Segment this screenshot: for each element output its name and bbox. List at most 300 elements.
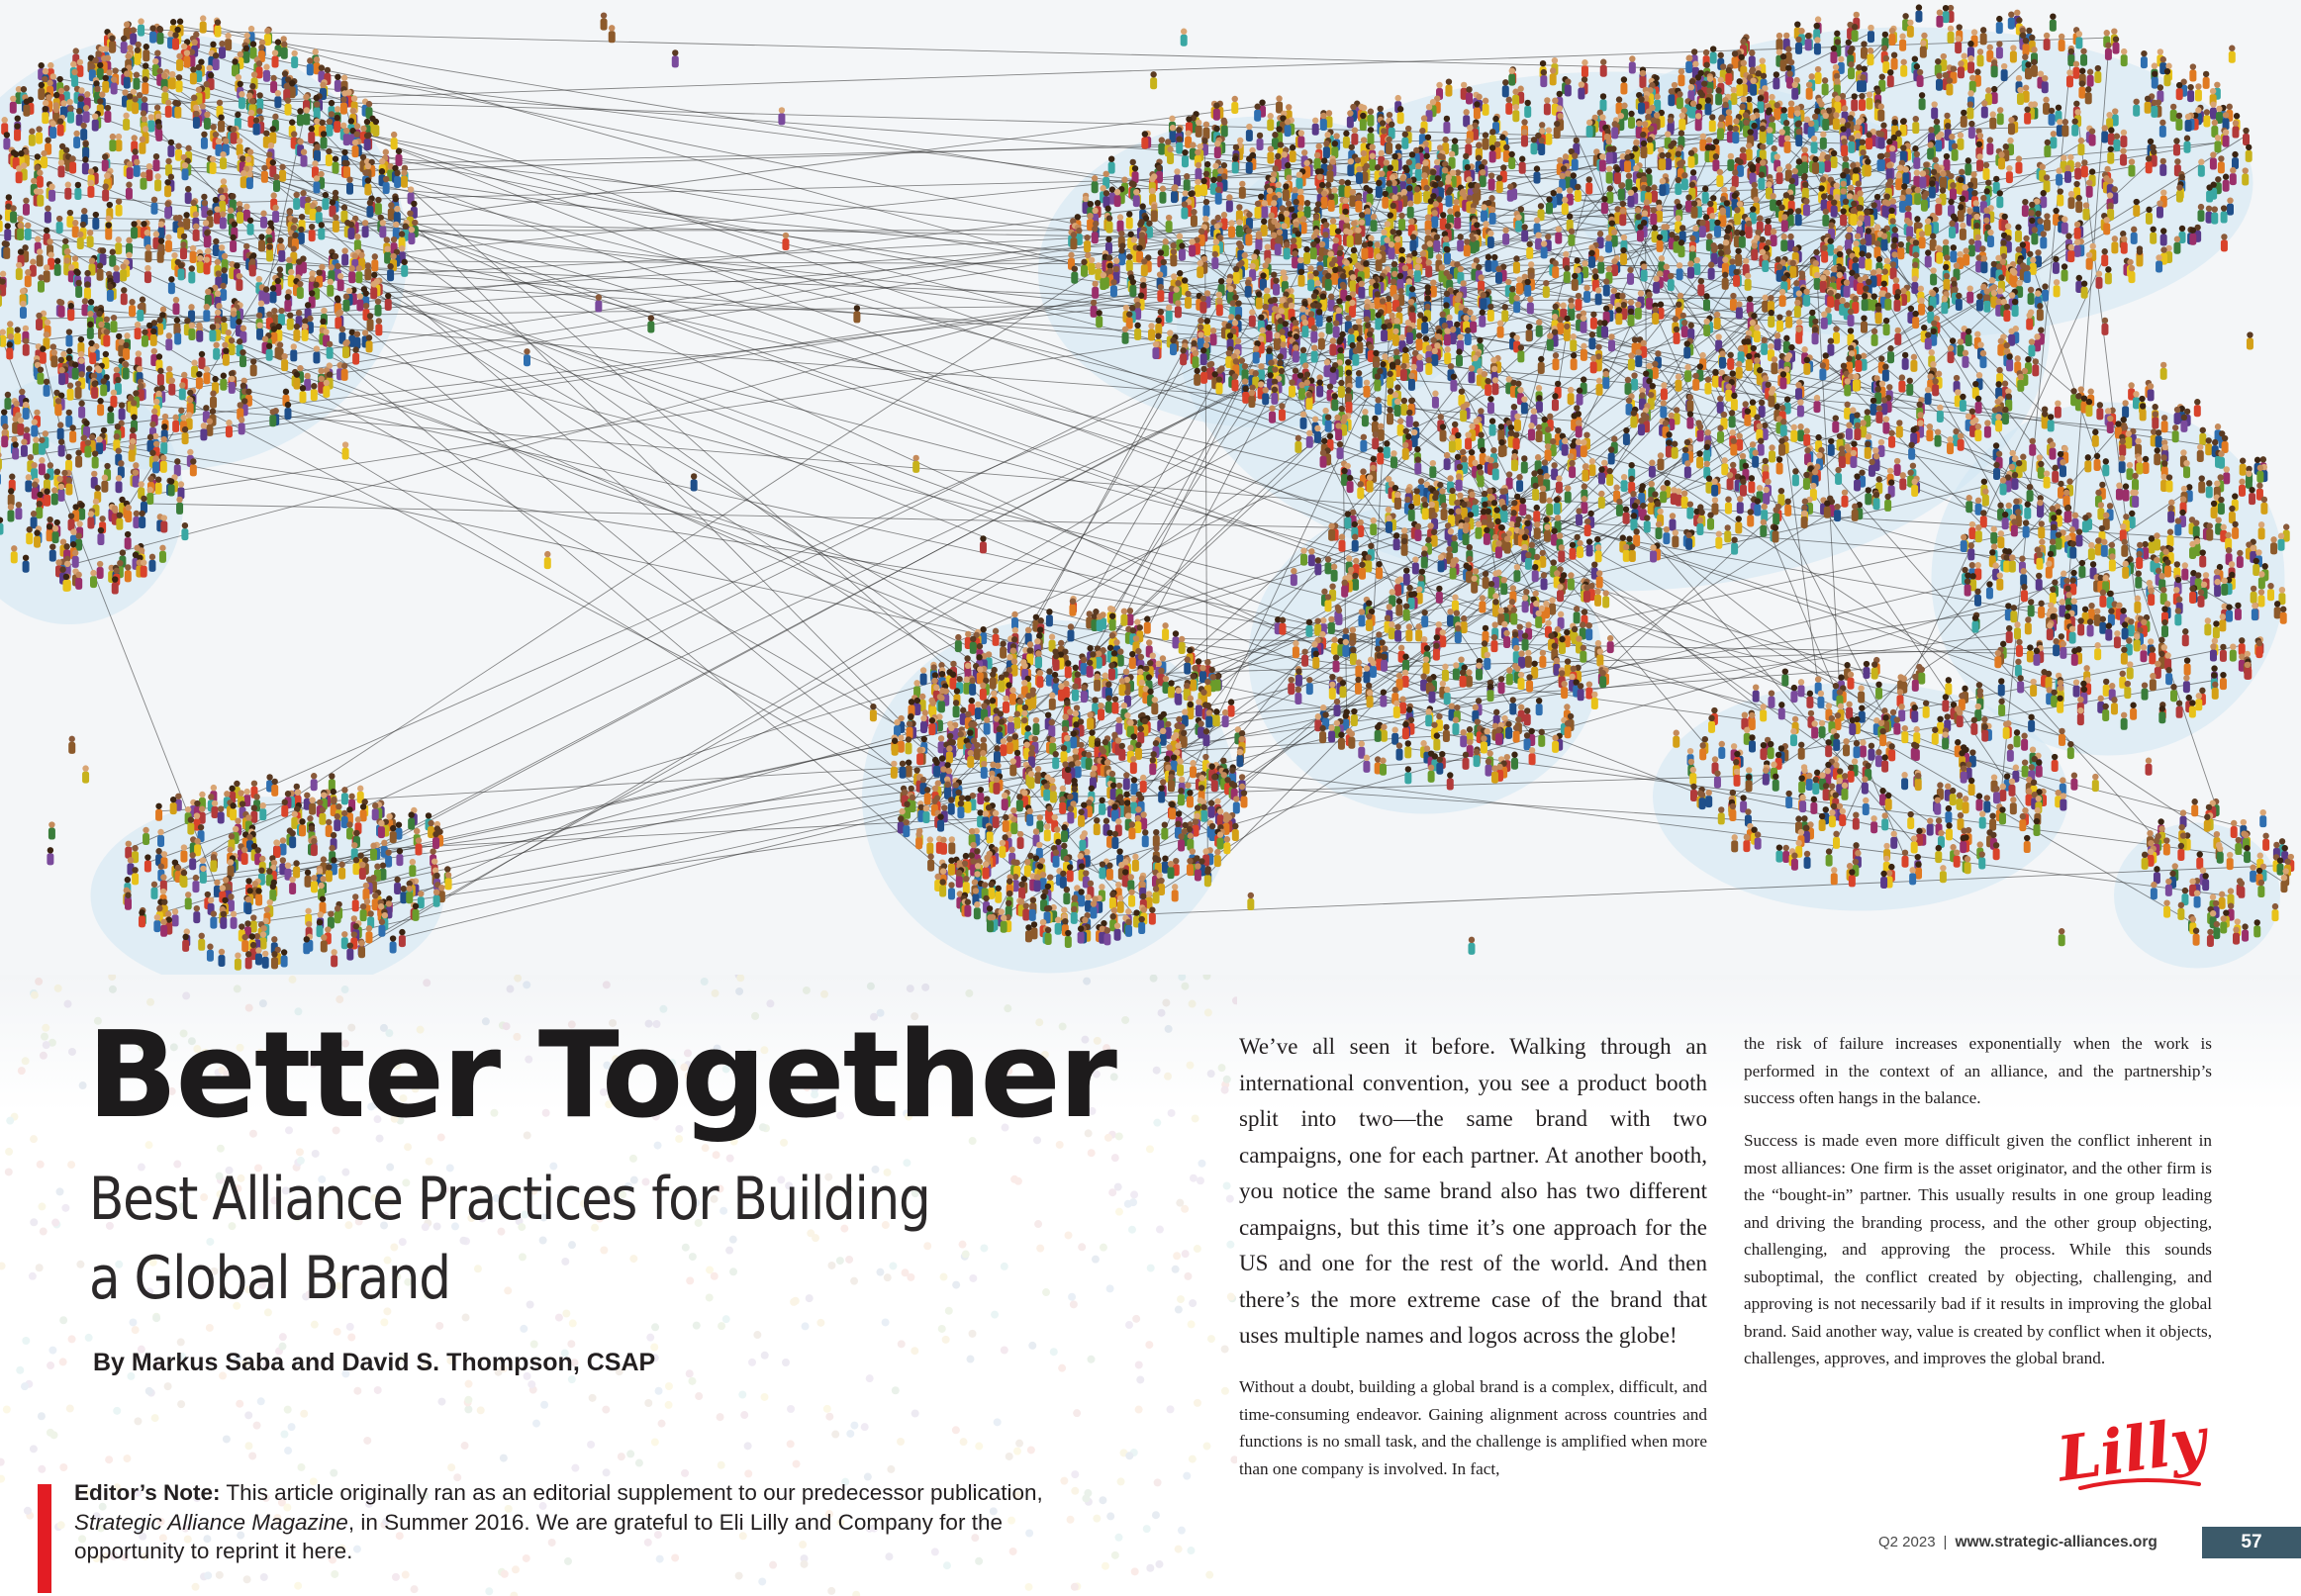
crowd-person (237, 138, 243, 155)
crowd-person (1314, 425, 1321, 443)
crowd-person (778, 107, 785, 125)
crowd-person (2042, 75, 2049, 93)
crowd-person (1511, 453, 1518, 471)
crowd-person (1974, 589, 1981, 607)
crowd-person (176, 497, 183, 515)
crowd-person (1659, 178, 1666, 196)
crowd-person (1526, 324, 1533, 341)
crowd-person (256, 92, 263, 110)
crowd-person (272, 49, 279, 67)
crowd-person (23, 337, 30, 355)
crowd-person (1326, 164, 1333, 182)
crowd-person (1754, 498, 1761, 516)
crowd-person (1398, 213, 1405, 231)
crowd-person (1911, 479, 1918, 497)
crowd-person (2132, 490, 2139, 508)
crowd-person (1776, 456, 1783, 474)
crowd-person (1108, 155, 1115, 173)
crowd-person (1650, 544, 1657, 562)
crowd-person (1381, 324, 1388, 341)
crowd-person (335, 74, 341, 92)
crowd-person (2038, 601, 2045, 618)
crowd-person (1312, 118, 1319, 136)
crowd-person (853, 305, 860, 323)
crowd-person (2243, 128, 2250, 145)
crowd-person (1562, 438, 1569, 456)
crowd-person (90, 570, 97, 588)
crowd-person (1096, 310, 1103, 328)
crowd-person (2136, 248, 2143, 266)
crowd-person (1606, 165, 1613, 183)
crowd-person (2089, 128, 2096, 145)
crowd-person (115, 236, 122, 254)
crowd-person (1730, 437, 1737, 455)
crowd-person (1408, 373, 1415, 391)
crowd-person (2253, 558, 2259, 576)
crowd-person (160, 515, 167, 532)
crowd-person (77, 232, 84, 249)
crowd-person (1772, 524, 1778, 542)
crowd-person (57, 159, 64, 177)
crowd-person (1489, 144, 1496, 162)
crowd-person (1358, 281, 1365, 299)
crowd-person (2105, 43, 2112, 60)
crowd-person (1248, 390, 1255, 408)
crowd-person (1795, 382, 1802, 400)
crowd-person (1148, 323, 1155, 340)
crowd-person (2133, 391, 2140, 409)
crowd-person (980, 535, 987, 553)
crowd-person (1444, 346, 1451, 364)
crowd-person (2180, 415, 2187, 432)
crowd-person (2044, 174, 2051, 192)
crowd-person (2274, 601, 2281, 618)
crowd-person (174, 458, 181, 476)
crowd-person (111, 315, 118, 332)
crowd-person (1783, 120, 1790, 138)
crowd-person (1262, 387, 1269, 405)
crowd-person (1126, 608, 1133, 625)
crowd-person (1980, 510, 1987, 527)
crowd-person (178, 262, 185, 280)
crowd-person (1850, 450, 1857, 468)
crowd-person (1341, 580, 1348, 598)
crowd-person (1722, 272, 1729, 290)
crowd-person (2197, 590, 2204, 608)
crowd-person (2210, 151, 2217, 169)
crowd-person (187, 397, 194, 415)
crowd-person (1347, 230, 1354, 247)
crowd-person (2206, 522, 2213, 540)
crowd-person (111, 76, 118, 94)
crowd-person (1481, 204, 1487, 222)
crowd-person (193, 111, 200, 129)
crowd-person (1675, 374, 1681, 392)
crowd-person (912, 455, 919, 473)
crowd-person (2075, 31, 2082, 48)
crowd-person (2061, 216, 2068, 234)
crowd-person (1554, 121, 1561, 139)
crowd-person (1859, 93, 1866, 111)
crowd-person (1975, 524, 1982, 542)
crowd-person (1995, 414, 2002, 431)
crowd-person (210, 390, 217, 408)
crowd-person (2159, 158, 2166, 176)
crowd-person (39, 437, 46, 455)
crowd-person (364, 133, 371, 150)
crowd-person (1191, 209, 1198, 227)
crowd-person (1524, 100, 1531, 118)
crowd-person (1794, 300, 1801, 318)
crowd-person (1588, 250, 1595, 268)
crowd-person (230, 235, 237, 252)
crowd-person (1608, 446, 1615, 464)
crowd-person (1122, 327, 1129, 344)
crowd-person (2232, 151, 2239, 169)
crowd-person (1910, 354, 1917, 372)
crowd-person (1821, 312, 1828, 329)
crowd-person (2081, 159, 2088, 177)
crowd-person (2025, 616, 2032, 634)
crowd-person (1480, 447, 1486, 465)
crowd-person (1861, 315, 1868, 332)
crowd-person (58, 300, 65, 318)
crowd-person (16, 262, 23, 280)
crowd-person (1833, 112, 1840, 130)
crowd-person (1134, 323, 1141, 340)
crowd-person (1552, 393, 1559, 411)
crowd-person (1176, 136, 1183, 153)
crowd-person (1773, 507, 1779, 524)
crowd-person (174, 327, 181, 344)
crowd-person (1325, 273, 1332, 291)
crowd-person (2105, 622, 2112, 640)
crowd-person (1581, 316, 1587, 333)
crowd-person (1300, 347, 1307, 365)
crowd-person (8, 488, 15, 506)
crowd-person (2078, 80, 2085, 98)
crowd-person (190, 66, 197, 84)
crowd-person (1596, 378, 1603, 396)
crowd-person (1530, 137, 1537, 154)
crowd-person (1455, 625, 1462, 643)
crowd-person (2223, 174, 2230, 192)
crowd-person (159, 545, 166, 563)
crowd-person (1827, 237, 1834, 255)
crowd-person (239, 91, 245, 109)
crowd-person (201, 132, 208, 149)
crowd-person (1557, 584, 1564, 602)
crowd-person (1965, 578, 1971, 596)
crowd-person (1887, 69, 1894, 87)
crowd-person (237, 206, 243, 224)
crowd-person (229, 376, 236, 394)
crowd-person (1, 429, 8, 447)
crowd-person (1092, 281, 1099, 299)
crowd-person (1821, 193, 1828, 211)
crowd-person (1855, 354, 1862, 372)
crowd-person (1811, 136, 1818, 153)
crowd-person (1714, 312, 1721, 329)
crowd-person (23, 198, 30, 216)
crowd-person (401, 170, 408, 188)
crowd-person (223, 348, 230, 366)
crowd-person (1344, 180, 1351, 198)
crowd-person (1696, 517, 1703, 535)
crowd-person (10, 205, 17, 223)
crowd-person (1930, 267, 1937, 285)
crowd-person (2246, 144, 2253, 162)
crowd-person (1245, 280, 1252, 298)
crowd-person (1681, 320, 1688, 337)
crowd-person (1484, 527, 1490, 545)
crowd-person (67, 383, 74, 401)
crowd-person (123, 342, 130, 360)
crowd-person (1521, 224, 1528, 241)
crowd-person (249, 258, 256, 276)
crowd-person (2223, 129, 2230, 146)
crowd-person (2172, 424, 2179, 442)
crowd-person (1976, 293, 1983, 311)
crowd-person (1308, 548, 1315, 566)
crowd-person (1568, 572, 1575, 590)
crowd-person (1869, 459, 1875, 477)
crowd-person (1471, 576, 1478, 594)
crowd-person (1606, 185, 1613, 203)
crowd-person (2134, 596, 2141, 613)
crowd-person (375, 197, 382, 215)
crowd-person (1150, 71, 1157, 89)
crowd-person (1491, 377, 1498, 395)
crowd-person (1965, 329, 1972, 346)
crowd-person (2064, 165, 2071, 183)
crowd-person (1925, 387, 1932, 405)
crowd-person (1167, 146, 1174, 164)
crowd-person (146, 487, 153, 505)
crowd-person (2159, 120, 2166, 138)
crowd-person (1305, 619, 1312, 637)
crowd-person (2102, 458, 2109, 476)
crowd-person (1960, 394, 1966, 412)
crowd-person (1608, 333, 1615, 351)
crowd-person (1736, 361, 1743, 379)
crowd-person (1536, 424, 1543, 442)
crowd-person (1688, 150, 1695, 168)
crowd-person (2099, 616, 2106, 634)
crowd-person (1570, 542, 1577, 560)
crowd-person (134, 159, 141, 177)
crowd-person (100, 378, 107, 396)
crowd-person (1686, 411, 1693, 428)
crowd-person (1715, 87, 1722, 105)
crowd-person (1905, 188, 1912, 206)
crowd-person (109, 36, 116, 53)
crowd-person (1512, 89, 1519, 107)
crowd-person (352, 140, 359, 157)
crowd-person (1935, 134, 1942, 151)
crowd-person (1084, 235, 1091, 252)
crowd-person (176, 53, 183, 71)
crowd-person (1650, 207, 1657, 225)
crowd-person (1779, 371, 1786, 389)
crowd-person (302, 324, 309, 341)
crowd-person (355, 265, 362, 283)
crowd-person (1937, 405, 1944, 422)
crowd-person (1306, 430, 1313, 448)
crowd-person (1758, 171, 1765, 189)
crowd-person (367, 313, 374, 330)
crowd-person (149, 25, 156, 43)
crowd-person (2119, 455, 2126, 473)
crowd-person (1158, 137, 1165, 154)
crowd-person (2226, 604, 2233, 621)
crowd-person (544, 551, 551, 569)
crowd-person (1638, 96, 1645, 114)
network-line (317, 149, 1076, 231)
crowd-person (1185, 291, 1192, 309)
crowd-person (293, 371, 300, 389)
crowd-person (1760, 519, 1767, 537)
crowd-person (2072, 61, 2079, 79)
crowd-person (1568, 387, 1575, 405)
crowd-person (1181, 29, 1188, 47)
crowd-person (1908, 442, 1915, 460)
crowd-person (1907, 20, 1914, 38)
crowd-person (152, 455, 159, 473)
crowd-person (2036, 552, 2043, 570)
crowd-person (1436, 586, 1443, 604)
crowd-person (1406, 327, 1413, 344)
crowd-person (1156, 165, 1163, 183)
crowd-person (2031, 227, 2038, 244)
crowd-person (1397, 106, 1404, 124)
crowd-person (1338, 534, 1345, 552)
crowd-person (343, 160, 350, 178)
crowd-person (333, 215, 339, 233)
crowd-person (1202, 199, 1209, 217)
crowd-person (1737, 159, 1744, 177)
crowd-person (1388, 241, 1394, 259)
crowd-person (36, 126, 43, 143)
crowd-person (1273, 277, 1280, 295)
crowd-person (1961, 534, 1967, 552)
crowd-person (356, 293, 363, 311)
crowd-person (1444, 452, 1451, 470)
crowd-person (2022, 199, 2029, 217)
crowd-person (1595, 544, 1602, 562)
crowd-person (1997, 107, 2004, 125)
crowd-person (2229, 46, 2236, 63)
crowd-person (1955, 36, 1962, 53)
crowd-person (2163, 68, 2170, 86)
crowd-person (1977, 48, 1984, 66)
crowd-person (67, 303, 74, 321)
crowd-person (3, 241, 10, 259)
crowd-person (1192, 350, 1198, 368)
crowd-person (1328, 523, 1335, 541)
crowd-person (2024, 106, 2031, 124)
crowd-person (1864, 209, 1870, 227)
crowd-person (1598, 466, 1605, 484)
crowd-person (1545, 127, 1552, 144)
crowd-person (1749, 166, 1756, 184)
network-line (138, 329, 972, 836)
crowd-person (1513, 431, 1520, 449)
crowd-person (1266, 325, 1273, 342)
crowd-person (1865, 228, 1871, 245)
crowd-person (1640, 340, 1647, 358)
crowd-person (1331, 393, 1338, 411)
crowd-person (1269, 405, 1276, 422)
crowd-person (2069, 625, 2076, 643)
crowd-person (2053, 256, 2060, 274)
crowd-person (1475, 521, 1482, 539)
crowd-person (1409, 234, 1416, 251)
crowd-person (2189, 228, 2196, 245)
crowd-person (269, 409, 276, 426)
crowd-person (1180, 347, 1187, 365)
crowd-person (240, 349, 246, 367)
crowd-person (1550, 67, 1557, 85)
crowd-person (1802, 181, 1809, 199)
crowd-person (1275, 237, 1282, 255)
crowd-person (333, 155, 339, 173)
crowd-person (1311, 344, 1318, 362)
crowd-person (172, 297, 179, 315)
crowd-person (1983, 295, 1990, 313)
crowd-person (2218, 451, 2225, 469)
crowd-person (1615, 307, 1622, 325)
crowd-person (2267, 583, 2274, 601)
crowd-person (1918, 297, 1925, 315)
crowd-person (1328, 616, 1335, 634)
crowd-person (2078, 560, 2085, 578)
crowd-person (91, 381, 98, 399)
crowd-person (1155, 318, 1162, 335)
crowd-person (2046, 560, 2053, 578)
crowd-person (58, 438, 65, 456)
crowd-person (4, 392, 11, 410)
crowd-person (102, 183, 109, 201)
crowd-person (1996, 41, 2003, 58)
crowd-person (1663, 526, 1670, 544)
crowd-person (1678, 68, 1684, 86)
crowd-person (190, 245, 197, 263)
crowd-person (1639, 70, 1646, 88)
crowd-person (1170, 248, 1177, 266)
crowd-person (1347, 475, 1354, 493)
crowd-person (2109, 553, 2116, 571)
crowd-person (1731, 536, 1738, 554)
crowd-person (2024, 502, 2031, 519)
crowd-person (366, 334, 373, 352)
crowd-person (1582, 463, 1588, 481)
crowd-person (2126, 462, 2133, 480)
crowd-person (1498, 439, 1505, 457)
crowd-person (2107, 416, 2114, 433)
crowd-person (1581, 439, 1587, 457)
crowd-person (62, 574, 69, 592)
crowd-person (1841, 139, 1848, 156)
crowd-person (1965, 157, 1971, 175)
crowd-person (20, 301, 27, 319)
crowd-person (1672, 529, 1678, 547)
crowd-person (1377, 446, 1384, 464)
crowd-person (1623, 427, 1630, 445)
crowd-person (1440, 423, 1447, 441)
crowd-person (313, 175, 320, 193)
crowd-person (225, 33, 232, 50)
